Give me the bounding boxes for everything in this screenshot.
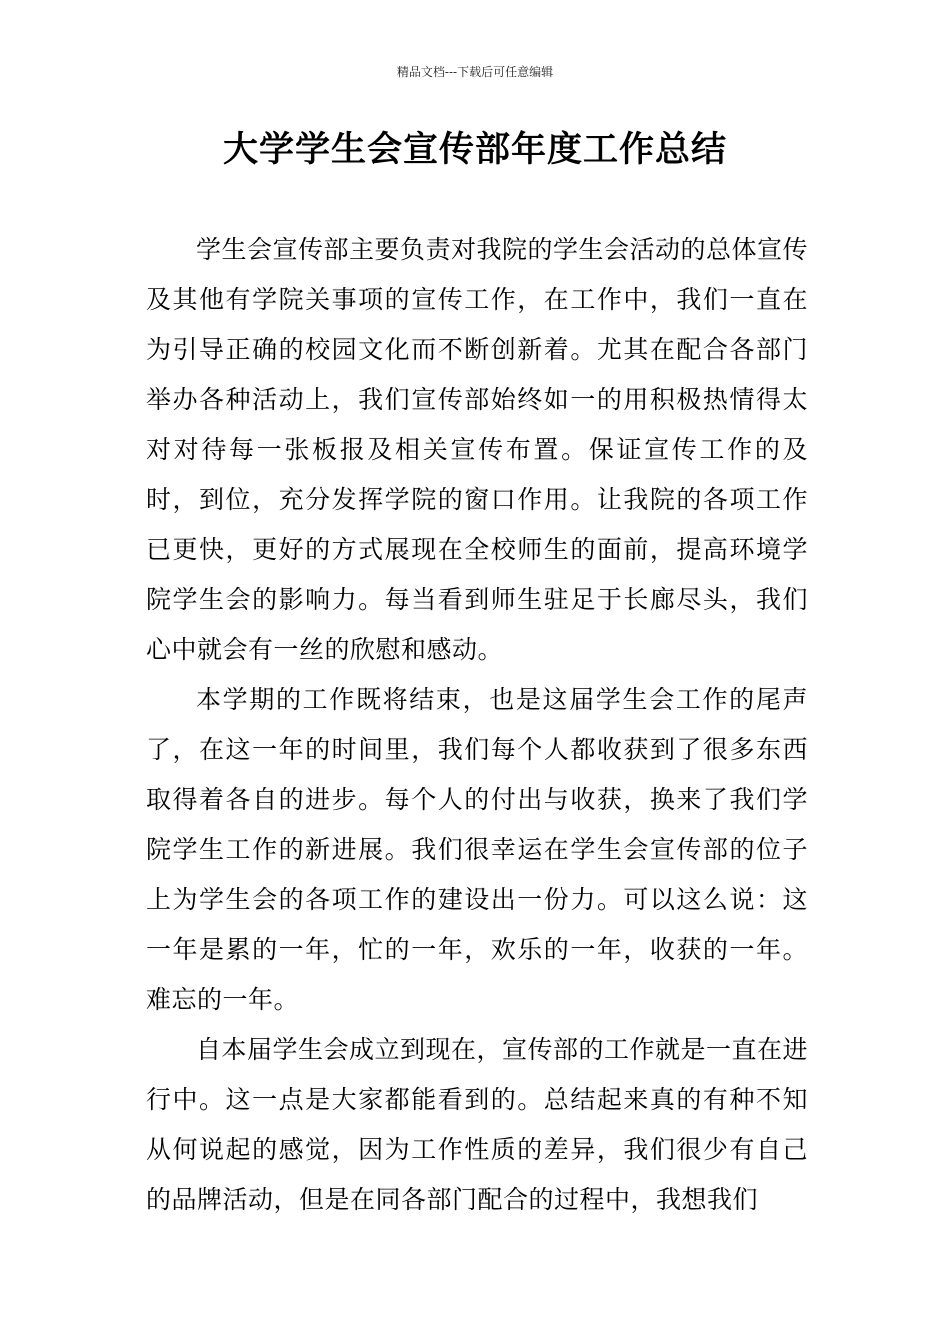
document-body <box>146 225 808 1225</box>
document-title: 大学学生会宣传部年度工作总结 <box>222 130 727 170</box>
paragraph-1: 学生会宣传部主要负责对我院的学生会活动的总体宣传及其他有学院关事项的宣传工作，在工作中，我们一直在为引导正确的校园文化而不断创新着。尤其在配合各部门举办各种活动上，我们宣传部始终如一的用积极热情得太对对待每一张板报及相关宣传布置。保证宣传工作的及时，到位，充分发挥学院的窗口作用。让我院的各项工作已更快，更好的方式展现在全校师生的面前，提高环境学院学生会的影响力。每当看到师生驻足于长廊尽头，我们心中就会有一丝的欣慰和感动。 <box>146 235 809 664</box>
paragraph-3: 自本届学生会成立到现在，宣传部的工作就是一直在进行中。这一点是大家都能看到的。总结起来真的有种不知从何说起的感觉，因为工作性质的差异，我们很少有自己的品牌活动，但是在同各部门配合的过程中，我想我们 <box>146 1035 809 1214</box>
header-note: 精品文档---下载后可任意编辑 <box>396 65 554 79</box>
paragraph-2: 本学期的工作既将结束，也是这届学生会工作的尾声了，在这一年的时间里，我们每个人都收获到了很多东西取得着各自的进步。每个人的付出与收获，换来了我们学院学生工作的新进展。我们很幸运在学生会宣传部的位子上为学生会的各项工作的建设出一份力。可以这么说：这一年是累的一年，忙的一年，欢乐的一年，收获的一年。难忘的一年。 <box>146 685 808 1014</box>
